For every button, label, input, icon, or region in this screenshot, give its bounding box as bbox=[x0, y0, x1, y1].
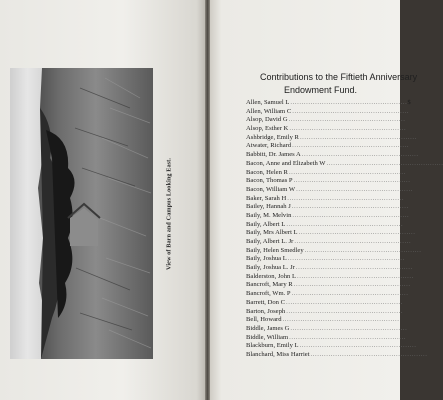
dot-leader: .................................................... bbox=[293, 281, 411, 289]
contributor-name: Balderston, John L bbox=[246, 272, 296, 280]
dot-leader: .................................................... bbox=[293, 177, 411, 185]
contributor-name: Baily, Joshua L bbox=[246, 255, 287, 263]
list-item bbox=[246, 185, 414, 195]
contributor-name: Atwater, Richard bbox=[246, 142, 292, 150]
dot-leader: .................................................... bbox=[301, 151, 419, 159]
dot-leader: .................................................... bbox=[294, 238, 412, 245]
contributor-name: Baily, Helen Smedley bbox=[246, 246, 304, 254]
dot-leader: .................................................... bbox=[282, 316, 400, 324]
list-item bbox=[246, 246, 422, 256]
dot-leader: .................................................... bbox=[290, 324, 408, 332]
contributor-name: Baily, Albert L. Jr bbox=[246, 238, 294, 245]
list-item bbox=[246, 177, 411, 186]
left-page bbox=[0, 0, 205, 400]
contributor-name: Bacon, William W bbox=[246, 185, 296, 193]
contributor-name: Baily, Albert L bbox=[246, 220, 286, 228]
list-item bbox=[246, 116, 406, 125]
list-item bbox=[246, 342, 417, 351]
list-item bbox=[246, 298, 403, 308]
contributor-name: Bacon, Anne and Elizabeth W bbox=[246, 159, 326, 167]
photo-caption: View of Barn and Campus Looking East. bbox=[165, 157, 173, 270]
photo-caption-area bbox=[160, 68, 178, 359]
contributor-name: Allen, Samuel L bbox=[246, 99, 290, 106]
title-line-2: Endowment Fund. bbox=[284, 85, 358, 95]
contributor-name: Bancroft, Wm. P bbox=[246, 290, 291, 298]
dot-leader: .................................................... bbox=[288, 168, 406, 176]
list-item bbox=[246, 281, 411, 290]
list-item bbox=[246, 203, 409, 212]
list-item bbox=[246, 194, 405, 204]
contributor-name: Baker, Sarah H bbox=[246, 194, 287, 202]
contributor-name: Allen, William C bbox=[246, 107, 292, 115]
list-item bbox=[246, 142, 410, 151]
title-line-1: Contributions to the Fiftieth Anniversary bbox=[260, 72, 418, 82]
dot-leader: .................................................... bbox=[296, 185, 414, 193]
list-item bbox=[246, 211, 410, 221]
dot-leader: .................................................... bbox=[295, 264, 413, 272]
dot-leader: .................................................... bbox=[286, 307, 404, 315]
contributor-name: Baily, Joshua L. Jr bbox=[246, 264, 295, 272]
list-item bbox=[246, 159, 443, 169]
dot-leader: .................................................... bbox=[292, 142, 410, 150]
dot-leader: .................................................... bbox=[292, 107, 410, 115]
list-item bbox=[246, 272, 414, 282]
list-item bbox=[246, 151, 419, 160]
dot-leader: .................................................... bbox=[291, 290, 409, 298]
contributor-name: Ashbridge, Emily R bbox=[246, 133, 299, 141]
list-item bbox=[246, 133, 417, 143]
list-item bbox=[246, 99, 411, 108]
list-item bbox=[246, 333, 407, 343]
contributor-name: Blanchard, Miss Harriet bbox=[246, 350, 310, 358]
contributor-name: Bacon, Helen R bbox=[246, 168, 288, 176]
dot-leader: .................................................... bbox=[289, 333, 407, 341]
list-item bbox=[246, 220, 404, 230]
dot-leader: .................................................... bbox=[297, 272, 414, 280]
list-item bbox=[246, 125, 407, 134]
contributor-list bbox=[246, 99, 443, 360]
contributor-name: Babbitt, Dr. James A bbox=[246, 151, 301, 159]
dot-leader: .................................................... bbox=[291, 203, 409, 211]
dot-leader: .................................................... bbox=[304, 246, 422, 254]
dot-leader: .................................................... bbox=[326, 159, 443, 167]
contributor-name: Biddle, William bbox=[246, 333, 289, 341]
list-item bbox=[246, 229, 416, 238]
dot-leader: .................................................... bbox=[289, 125, 407, 133]
contributor-name: Biddle, James G bbox=[246, 324, 290, 332]
list-item bbox=[246, 107, 410, 117]
list-item bbox=[246, 168, 406, 178]
dot-leader: .................................................... bbox=[286, 298, 403, 306]
list-item bbox=[246, 238, 412, 247]
dot-leader: .................................................... bbox=[287, 255, 405, 263]
contributor-name: Barrett, Don C bbox=[246, 298, 286, 306]
contributor-name: Bancroft, Mary R bbox=[246, 281, 293, 289]
contributor-name: Bell, Howard bbox=[246, 316, 282, 324]
campus-photograph bbox=[10, 68, 153, 359]
contributor-name: Baily, Mrs Albert L bbox=[246, 229, 298, 237]
contributor-name: Baily, M. Melvin bbox=[246, 211, 292, 219]
contributor-name: Bailey, Hannah J bbox=[246, 203, 291, 211]
dot-leader: .................................................... bbox=[299, 133, 417, 141]
list-item bbox=[246, 324, 408, 334]
contributor-name: Alsop, Esther K bbox=[246, 125, 289, 133]
list-item bbox=[246, 255, 405, 264]
dot-leader: .................................................... bbox=[286, 220, 404, 228]
list-item bbox=[246, 290, 409, 299]
dot-leader: .................................................... bbox=[292, 211, 410, 219]
dot-leader: .................................................... bbox=[299, 342, 417, 350]
page-title bbox=[222, 71, 418, 97]
list-item bbox=[246, 264, 413, 273]
dot-leader: .................................................... bbox=[310, 350, 428, 358]
contribution-amount: $ bbox=[407, 99, 411, 106]
contributor-name: Bacon, Thomas P bbox=[246, 177, 293, 185]
contributor-name: Barton, Joseph bbox=[246, 307, 286, 315]
dot-leader: .................................................... bbox=[290, 99, 408, 106]
list-item bbox=[246, 350, 428, 360]
list-item bbox=[246, 316, 400, 325]
contributor-name: Blackburn, Emily L bbox=[246, 342, 299, 350]
dot-leader: .................................................... bbox=[287, 194, 405, 202]
dot-leader: .................................................... bbox=[298, 229, 416, 237]
list-item bbox=[246, 307, 404, 317]
dot-leader: .................................................... bbox=[288, 116, 406, 124]
contributor-name: Alsop, David G bbox=[246, 116, 288, 124]
